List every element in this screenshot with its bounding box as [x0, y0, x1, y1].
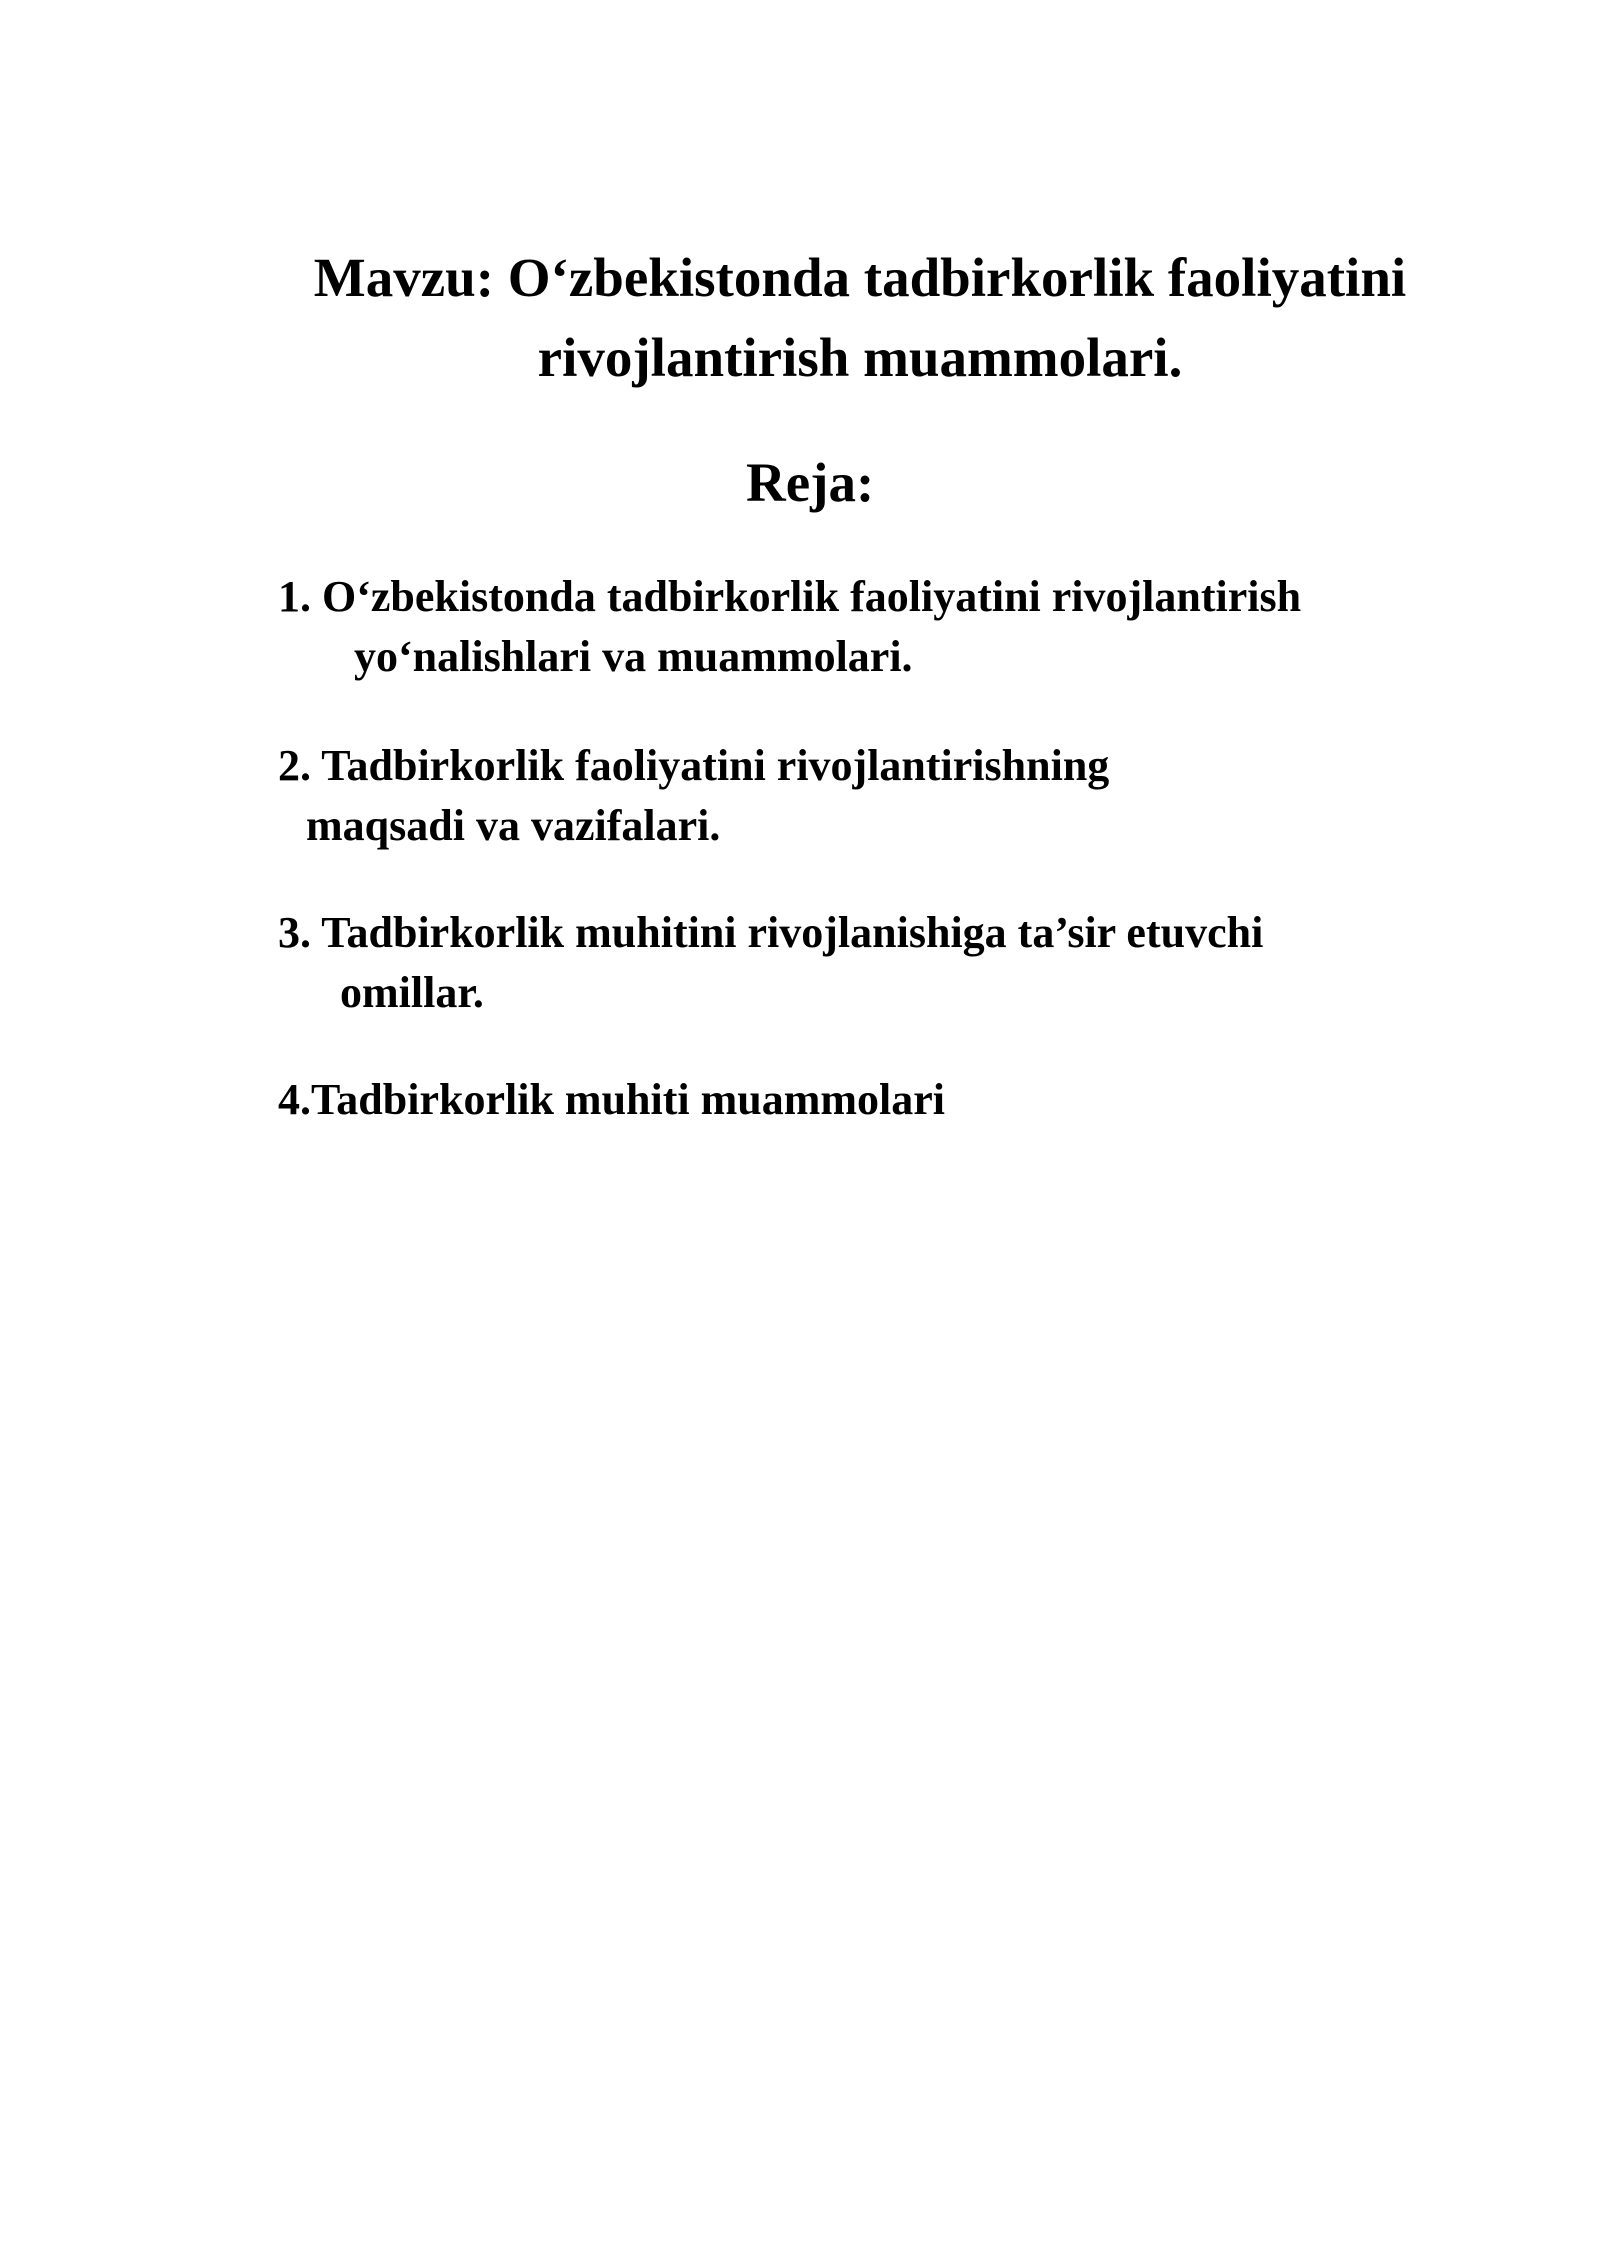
plan-heading: Reja: [746, 452, 875, 513]
title-line-2: rivojlantirish muammolari. [537, 327, 1183, 388]
plan-item-3-line-1: 3. Tadbirkorlik muhitini rivojlanishiga ta’sir etuvchi [278, 908, 1264, 957]
plan-item-1-line-2: yo‘nalishlari va muammolari. [354, 632, 913, 681]
plan-item-2-line-2: maqsadi va vazifalari. [306, 801, 721, 850]
plan-item-4 [278, 1070, 945, 1130]
document-title [200, 238, 1520, 398]
plan-item-4-line-1: 4.Tadbirkorlik muhiti muammolari [278, 1075, 946, 1124]
plan-item-2 [278, 736, 1109, 856]
plan-item-1-line-1: 1. O‘zbekistonda tadbirkorlik faoliyatini rivojlantirish [278, 572, 1302, 621]
title-line-1: Mavzu: O‘zbekistonda tadbirkorlik faoliyatini [313, 247, 1407, 308]
plan-item-3 [278, 903, 1263, 1023]
plan-item-2-line-1: 2. Tadbirkorlik faoliyatini rivojlantirishning [278, 741, 1110, 790]
plan-item-1 [278, 567, 1301, 687]
plan-item-3-line-2: omillar. [340, 968, 484, 1017]
